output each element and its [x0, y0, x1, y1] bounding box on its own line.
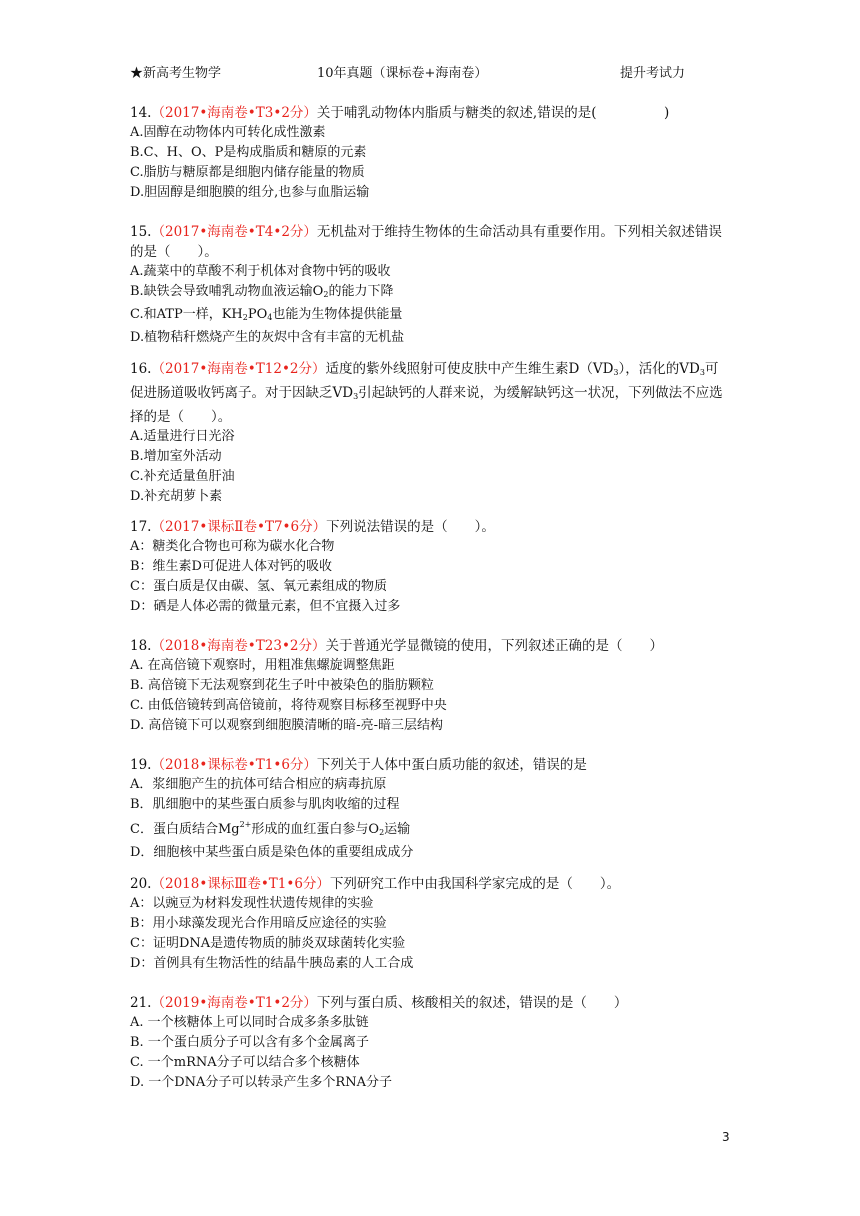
- question-source: （2017•海南卷•T4•2分）: [151, 224, 317, 240]
- option-c: C：证明DNA是遗传物质的肺炎双球菌转化实验: [130, 936, 406, 951]
- superscript: 2+: [239, 820, 252, 829]
- question-stem: [130, 359, 730, 427]
- subscript: 2: [323, 290, 329, 299]
- option-b: B：维生素D可促进人体对钙的吸收: [130, 559, 332, 574]
- question-15: [130, 222, 730, 348]
- question-stem: [130, 755, 730, 775]
- option-c: C：蛋白质是仅由碳、氢、氧元素组成的物质: [130, 579, 387, 594]
- option-d: D. 高倍镜下可以观察到细胞膜清晰的暗-亮-暗三层结构: [130, 718, 444, 733]
- question-number: 18.: [130, 638, 152, 654]
- option-d: D：硒是人体必需的微量元素，但不宜摄入过多: [130, 599, 401, 614]
- question-source: （2017•课标Ⅱ卷•T7•6分）: [151, 519, 327, 535]
- header-right: 提升考试力: [620, 66, 686, 81]
- question-number: 21.: [130, 995, 152, 1011]
- option-d: D.植物秸秆燃烧产生的灰烬中含有丰富的无机盐: [130, 330, 405, 345]
- option-a: A. 在高倍镜下观察时，用粗准焦螺旋调整焦距: [130, 658, 395, 673]
- option-b: B. 一个蛋白质分子可以含有多个金属离子: [130, 1035, 369, 1050]
- question-text: 下列研究工作中由我国科学家完成的是（ ）。: [329, 876, 621, 892]
- question-source: （2018•课标卷•T1•6分）: [151, 757, 317, 773]
- question-number: 17.: [130, 519, 152, 535]
- subscript: 4: [267, 313, 273, 322]
- question-source: （2018•海南卷•T23•2分）: [151, 638, 326, 654]
- option-c: C.脂肪与糖原都是细胞内储存能量的物质: [130, 165, 365, 180]
- question-number: 15.: [130, 224, 152, 240]
- option-b: B.增加室外活动: [130, 449, 222, 464]
- subscript: 3: [699, 368, 705, 377]
- option-a: A：以豌豆为材料发现性状遗传规律的实验: [130, 896, 374, 911]
- question-number: 14.: [130, 105, 152, 121]
- question-text: 关于普通光学显微镜的使用，下列叙述正确的是（ ）: [325, 638, 664, 654]
- option-d: D.补充胡萝卜素: [130, 489, 223, 504]
- question-17: [130, 517, 730, 617]
- page-header: [0, 62, 860, 82]
- question-text-tail: 可促进肠道吸收钙离子。对于因缺乏VD: [130, 361, 719, 401]
- subscript: 2: [379, 828, 385, 837]
- question-text: 下列关于人体中蛋白质功能的叙述，错误的是: [316, 757, 587, 773]
- option-b: [130, 282, 730, 305]
- question-number: 20.: [130, 876, 152, 892]
- option-c: C. 由低倍镜转到高倍镜前，将待观察目标移至视野中央: [130, 698, 447, 713]
- question-stem: [130, 517, 730, 537]
- option-c: C.补充适量鱼肝油: [130, 469, 235, 484]
- question-number: 19.: [130, 757, 152, 773]
- option-c: [130, 815, 730, 843]
- question-18: [130, 636, 730, 736]
- page-number: 3: [722, 1130, 730, 1144]
- option-c-tail: 也能为生物体提供能量: [272, 307, 403, 322]
- option-b: B. 高倍镜下无法观察到花生子叶中被染色的脂肪颗粒: [130, 678, 434, 693]
- option-a: A.固醇在动物体内可转化成性激素: [130, 125, 326, 140]
- question-text: 下列与蛋白质、核酸相关的叙述，错误的是（ ）: [316, 995, 628, 1011]
- option-c: [130, 305, 730, 328]
- subscript: 2: [242, 313, 248, 322]
- question-stem: [130, 993, 730, 1013]
- option-b-text: B.缺铁会导致哺乳动物血液运输O: [130, 284, 324, 299]
- option-a: A．浆细胞产生的抗体可结合相应的病毒抗原: [130, 777, 387, 792]
- option-d: D.胆固醇是细胞膜的组分,也参与血脂运输: [130, 185, 370, 200]
- question-stem: [130, 874, 730, 894]
- option-d: D：首例具有生物活性的结晶牛胰岛素的人工合成: [130, 956, 414, 971]
- question-source: （2017•海南卷•T3•2分）: [151, 105, 317, 121]
- option-a: A.适量进行日光浴: [130, 429, 235, 444]
- question-source: （2017•海南卷•T12•2分）: [151, 361, 326, 377]
- option-c-text: C.和ATP一样，KH: [130, 307, 243, 322]
- question-text: 下列说法错误的是（ ）。: [326, 519, 495, 535]
- option-a: A. 一个核糖体上可以同时合成多条多肽链: [130, 1015, 369, 1030]
- question-text: 无机盐对于维持生物体的生命活动具有重要作用。下列相关叙述错误的是（ ）。: [130, 224, 722, 260]
- question-19: [130, 755, 730, 863]
- question-text: 关于哺乳动物体内脂质与糖类的叙述,错误的是( ): [316, 105, 670, 121]
- subscript: 3: [613, 368, 619, 377]
- question-text-tail2: 引起缺钙的人群来说，为缓解缺钙这一状况，下列做法不应选择的是（ ）。: [130, 385, 723, 425]
- option-b: B：用小球藻发现光合作用暗反应途径的实验: [130, 916, 387, 931]
- option-c-tail: 运输: [384, 822, 411, 837]
- question-number: 16.: [130, 361, 152, 377]
- question-16: [130, 359, 730, 507]
- option-b: B.C、H、O、P是构成脂质和糖原的元素: [130, 145, 367, 160]
- question-14: [130, 103, 730, 203]
- question-21: [130, 993, 730, 1093]
- question-stem: [130, 636, 730, 656]
- question-stem: [130, 222, 730, 262]
- question-text-mid: ），活化的VD: [618, 361, 700, 377]
- question-text: 适度的紫外线照射可使皮肤中产生维生素D（VD: [325, 361, 614, 377]
- option-c-mid: 形成的血红蛋白参与O: [251, 822, 380, 837]
- option-d: D. 一个DNA分子可以转录产生多个RNA分子: [130, 1075, 392, 1090]
- option-c-text: C．蛋白质结合Mg: [130, 822, 240, 837]
- option-b-tail: 的能力下降: [328, 284, 394, 299]
- option-a: A.蔬菜中的草酸不利于机体对食物中钙的吸收: [130, 264, 391, 279]
- question-20: [130, 874, 730, 974]
- subscript: 3: [353, 392, 359, 401]
- option-b: B．肌细胞中的某些蛋白质参与肌肉收缩的过程: [130, 797, 400, 812]
- option-a: A：糖类化合物也可称为碳水化合物: [130, 539, 335, 554]
- question-stem: [130, 103, 730, 123]
- header-left: ★新高考生物学: [130, 66, 222, 81]
- question-source: （2019•海南卷•T1•2分）: [151, 995, 317, 1011]
- option-c-mid: PO: [247, 307, 268, 322]
- option-d: D．细胞核中某些蛋白质是染色体的重要组成成分: [130, 845, 414, 860]
- question-source: （2018•课标Ⅲ卷•T1•6分）: [151, 876, 330, 892]
- header-middle: 10年真题（课标卷+海南卷）: [317, 66, 488, 81]
- option-c: C. 一个mRNA分子可以结合多个核糖体: [130, 1055, 360, 1070]
